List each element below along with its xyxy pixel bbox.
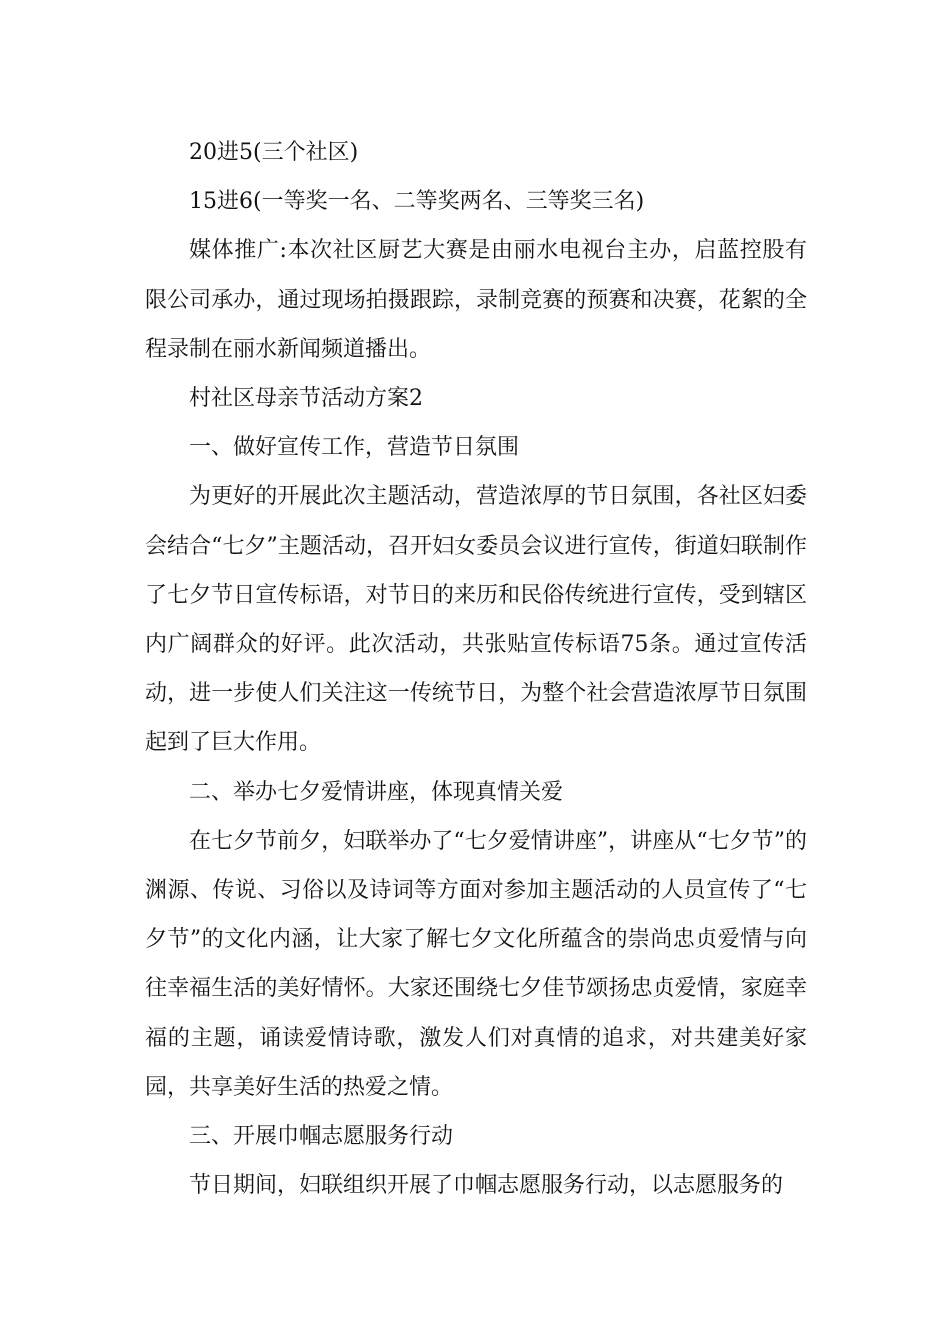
paragraph-round-20-to-5: 20进5(三个社区)	[189, 140, 359, 165]
paragraph-volunteer: 节日期间，妇联组织开展了巾帼志愿服务行动，以志愿服务的	[189, 1173, 784, 1199]
paragraph-publicity: 为更好的开展此次主题活动，营造浓厚的节日氛围，各社区妇委会结合“七夕”主题活动，召开妇女委员会议进行宣传，街道妇联制作了七夕节日宣传标语，对节日的来历和民俗传统进行宣传，受到辖区内广阔群众的好评。此次活动，共张贴宣传标语75条。通过宣传活动，进一步使人们关注这一传统节日，为整个社会营造浓厚节日氛围起到了巨大作用。	[145, 484, 807, 756]
paragraph-media-promotion: 媒体推广:本次社区厨艺大赛是由丽水电视台主办，启蓝控股有限公司承办，通过现场拍摄跟踪，录制竞赛的预赛和决赛，花絮的全程录制在丽水新闻频道播出。	[145, 238, 807, 362]
paragraph-lecture: 在七夕节前夕，妇联举办了“七夕爱情讲座”，讲座从“七夕节”的渊源、传说、习俗以及诗词等方面对参加主题活动的人员宣传了“七夕节”的文化内涵，让大家了解七夕文化所蕴含的崇尚忠贞爱情与向往幸福生活的美好情怀。大家还围绕七夕佳节颂扬忠贞爱情，家庭幸福的主题，诵读爱情诗歌，激发人们对真情的追求，对共建美好家园，共享美好生活的热爱之情。	[145, 828, 807, 1100]
heading-publicity: 一、做好宣传工作，营造节日氛围	[189, 435, 520, 461]
document-body	[145, 128, 807, 1210]
paragraph-round-15-to-6: 15进6(一等奖一名、二等奖两名、三等奖三名)	[189, 189, 645, 215]
heading-lecture: 二、举办七夕爱情讲座，体现真情关爱	[189, 779, 564, 805]
heading-volunteer: 三、开展巾帼志愿服务行动	[189, 1124, 454, 1150]
section-title-plan-2: 村社区母亲节活动方案2	[189, 386, 423, 412]
